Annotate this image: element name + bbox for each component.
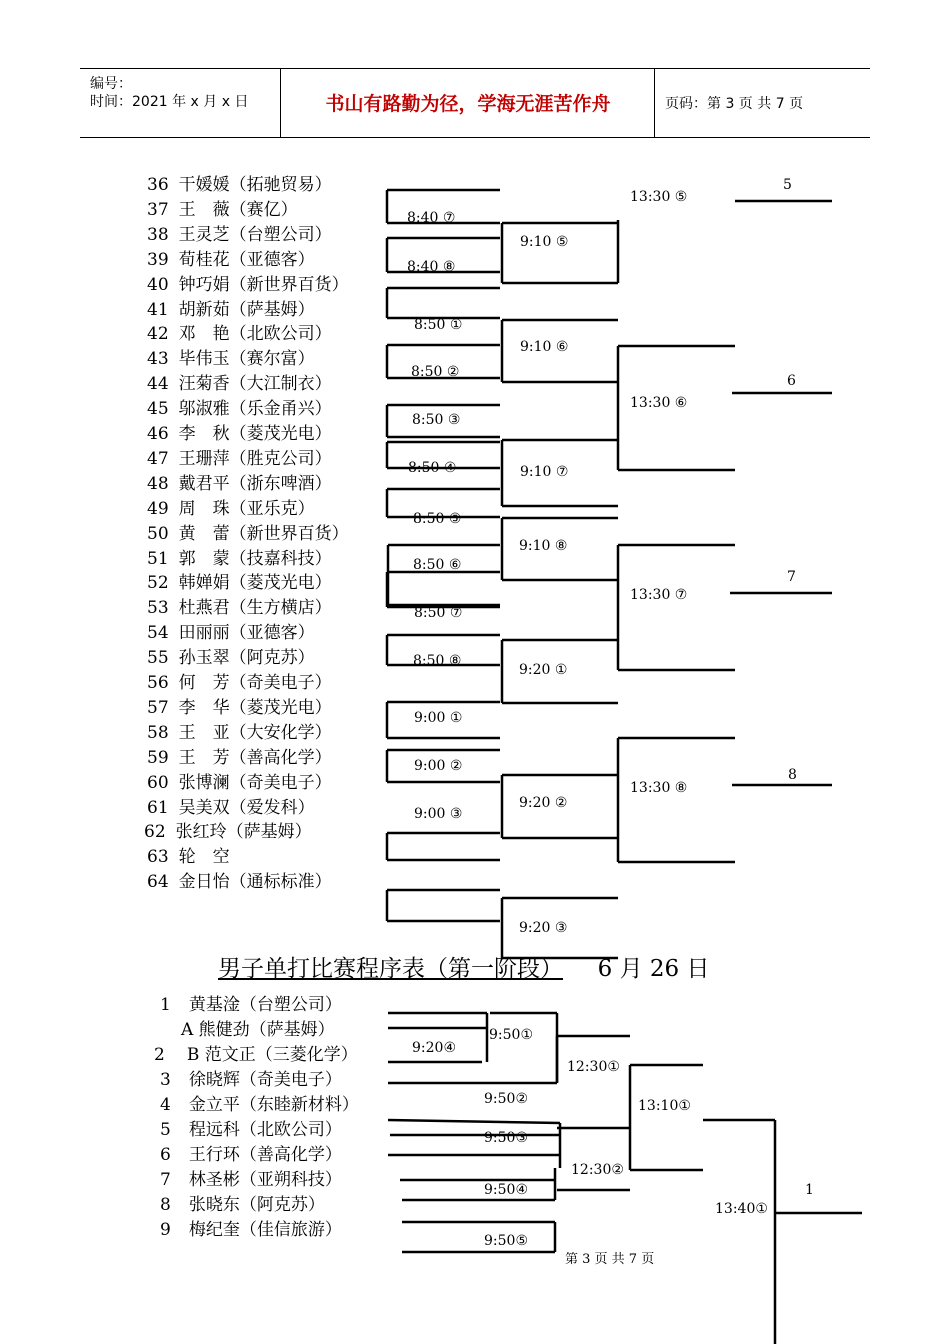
player-number: 45 <box>147 399 169 420</box>
player-name: 徐晓辉（奇美电子） <box>188 1070 342 1090</box>
men-round1-time: 9:50④ <box>484 1182 528 1198</box>
men-player-row <box>160 1165 342 1190</box>
player-name: 胡新茹（萨基姆） <box>178 299 315 320</box>
page-label: 页码：第 3 页 共 7 页 <box>665 96 804 112</box>
men-singles-heading <box>218 950 709 983</box>
player-number: 61 <box>147 797 169 818</box>
motto: 书山有路勤为径，学海无涯苦作舟 <box>325 93 611 115</box>
women-round1-time: 9:00 ③ <box>414 806 463 822</box>
men-player-row <box>181 1015 335 1040</box>
player-name: A 熊健劲（萨基姆） <box>181 1020 335 1040</box>
player-name: 孙玉翠（阿克苏） <box>178 648 315 669</box>
women-player-row <box>147 494 315 519</box>
player-number: 40 <box>147 274 169 295</box>
women-player-row <box>147 344 315 369</box>
code-label: 编号： <box>90 76 132 92</box>
women-round1-time: 8:50 ⑤ <box>413 511 462 527</box>
player-name: 金日怡（通标标准） <box>178 872 332 893</box>
men-round1-time: 9:50⑤ <box>484 1233 528 1249</box>
women-player-row <box>147 469 332 494</box>
player-number: 53 <box>147 598 169 619</box>
player-number: 57 <box>147 697 169 718</box>
men-match-line <box>388 1120 560 1123</box>
player-number: 56 <box>147 673 169 693</box>
player-name: 邬淑雅（乐金甬兴） <box>178 399 332 420</box>
men-heading-date: 6 月 26 日 <box>597 956 710 982</box>
women-round3-time: 13:30 ⑧ <box>630 780 688 796</box>
women-player-row <box>147 394 332 419</box>
women-round3-time: 13:30 ⑤ <box>630 189 688 205</box>
men-round2-time: 12:30② <box>571 1162 624 1178</box>
men-round1-time: 9:50③ <box>484 1130 528 1146</box>
player-number: 38 <box>147 224 169 245</box>
women-player-row <box>147 793 315 818</box>
women-seed-number: 7 <box>787 569 796 585</box>
women-player-row <box>147 220 332 245</box>
time-label: 时间：2021 年 x 月 x 日 <box>90 94 249 110</box>
men-player-row <box>154 1040 358 1065</box>
player-name: 轮 空 <box>178 847 230 868</box>
men-heading-title: 男子单打比赛程序表（第一阶段） <box>218 956 563 982</box>
player-number: 37 <box>147 199 169 220</box>
player-name: 王 芳（善高化学） <box>178 747 332 768</box>
player-name: 黄 蕾（新世界百货） <box>178 523 349 544</box>
player-number: 63 <box>147 847 169 868</box>
women-player-row <box>147 842 230 867</box>
women-round1-time: 9:00 ① <box>414 710 463 726</box>
player-name: 邓 艳（北欧公司） <box>178 324 332 345</box>
player-name: 钟巧娟（新世界百货） <box>178 274 349 295</box>
player-number: 4 <box>160 1095 171 1115</box>
player-name: 梅纪奎（佳信旅游） <box>188 1220 342 1240</box>
player-name: 韩婵娟（菱茂光电） <box>178 573 332 594</box>
women-seed-number: 5 <box>783 177 792 193</box>
player-number: 58 <box>147 722 169 743</box>
women-round1-time: 8:50 ④ <box>408 460 457 476</box>
player-name: 王行环（善高化学） <box>188 1145 342 1165</box>
women-round1-time: 8:40 ⑧ <box>407 259 456 275</box>
women-player-row <box>147 295 315 320</box>
women-player-row <box>147 419 332 444</box>
player-name: 干媛媛（拓驰贸易） <box>178 175 332 195</box>
women-player-row <box>147 195 298 220</box>
men-round1-time: 9:50② <box>484 1091 528 1107</box>
player-name: 汪菊香（大江制衣） <box>178 374 332 395</box>
men-player-row <box>160 1215 342 1240</box>
women-player-row <box>147 319 332 344</box>
women-round2-time: 9:10 ⑦ <box>520 464 569 480</box>
women-player-row <box>147 668 332 693</box>
women-player-row <box>147 270 349 295</box>
player-number: 3 <box>160 1070 171 1090</box>
player-name: 毕伟玉（赛尔富） <box>178 349 315 370</box>
player-name: 程远科（北欧公司） <box>188 1120 342 1140</box>
player-number: 59 <box>147 747 169 768</box>
men-round1-time: 9:50① <box>489 1027 533 1043</box>
women-round2-time: 9:10 ⑧ <box>519 538 568 554</box>
player-number: 2 <box>154 1045 165 1065</box>
men-round3-time: 13:10① <box>638 1098 691 1114</box>
women-seed-number: 6 <box>787 373 796 389</box>
women-round3-time: 13:30 ⑦ <box>630 587 688 603</box>
player-name: 李 华（菱茂光电） <box>178 697 332 718</box>
player-number: 62 <box>144 822 166 843</box>
player-name: 荀桂花（亚德客） <box>178 249 315 270</box>
women-round1-time: 8:50 ① <box>414 317 463 333</box>
player-number: 50 <box>147 523 169 544</box>
men-round0-time: 9:20④ <box>412 1040 456 1056</box>
women-round1-time: 8:40 ⑦ <box>407 210 456 226</box>
player-number: 7 <box>160 1170 171 1190</box>
women-player-row <box>147 867 332 892</box>
player-number: 44 <box>147 374 169 395</box>
women-round3-time: 13:30 ⑥ <box>630 395 688 411</box>
player-number: 8 <box>160 1195 171 1215</box>
women-player-row <box>147 618 315 643</box>
women-round2-time: 9:20 ① <box>519 662 568 678</box>
player-name: 周 珠（亚乐克） <box>178 498 315 519</box>
player-number: 39 <box>147 249 169 270</box>
women-player-row <box>147 369 332 394</box>
page-footer: 第 3 页 共 7 页 <box>565 1252 655 1267</box>
player-number: 6 <box>160 1145 171 1165</box>
player-name: 何 芳（奇美电子） <box>178 673 332 693</box>
men-player-row <box>160 1115 342 1140</box>
women-player-row <box>147 544 332 569</box>
player-name: 金立平（东睦新材料） <box>188 1095 359 1115</box>
women-round2-time: 9:20 ③ <box>519 920 568 936</box>
women-round2-time: 9:10 ⑥ <box>520 339 569 355</box>
player-name: 张博澜（奇美电子） <box>178 772 332 793</box>
men-player-row <box>160 990 342 1015</box>
player-name: 李 秋（菱茂光电） <box>178 424 332 444</box>
player-number: 36 <box>147 175 169 195</box>
men-player-row <box>160 1190 325 1215</box>
player-name: 郭 蒙（技嘉科技） <box>178 548 332 569</box>
player-name: 张红玲（萨基姆） <box>175 822 312 843</box>
player-number: 41 <box>147 299 169 320</box>
player-number: 42 <box>147 324 169 345</box>
player-number: 46 <box>147 424 169 444</box>
women-player-row <box>147 768 332 793</box>
player-number: 52 <box>147 573 169 594</box>
women-seed-number: 8 <box>788 767 797 783</box>
player-number: 1 <box>160 995 171 1015</box>
player-number: 64 <box>147 872 169 893</box>
player-name: 王 亚（大安化学） <box>178 722 332 743</box>
women-player-row <box>147 170 332 195</box>
player-name: 王灵芝（台塑公司） <box>178 224 332 245</box>
player-name: 黄基淦（台塑公司） <box>188 995 342 1015</box>
women-player-row <box>147 643 315 668</box>
player-number: 47 <box>147 448 169 469</box>
player-number: 55 <box>147 648 169 669</box>
women-round2-time: 9:10 ⑤ <box>520 234 569 250</box>
player-number: 54 <box>147 623 169 644</box>
player-name: 田丽丽（亚德客） <box>178 623 315 644</box>
women-player-row <box>147 743 332 768</box>
player-number: 60 <box>147 772 169 793</box>
women-player-row <box>147 718 332 743</box>
women-player-row <box>147 444 332 469</box>
player-number: 43 <box>147 349 169 370</box>
player-name: 王 薇（赛亿） <box>178 199 298 220</box>
women-player-row <box>147 568 332 593</box>
women-player-row <box>147 519 349 544</box>
player-number: 5 <box>160 1120 171 1140</box>
women-round1-time: 8:50 ② <box>411 364 460 380</box>
women-player-row <box>147 245 315 270</box>
women-player-row <box>144 817 312 842</box>
men-seed-number: 1 <box>805 1182 814 1198</box>
player-number: 9 <box>160 1220 171 1240</box>
men-round2-time: 12:30① <box>567 1059 620 1075</box>
player-name: 吴美双（爱发科） <box>178 797 315 818</box>
women-player-row <box>147 593 332 618</box>
men-player-row <box>160 1140 342 1165</box>
player-name: 张晓东（阿克苏） <box>188 1195 325 1215</box>
player-number: 51 <box>147 548 169 569</box>
player-number: 48 <box>147 473 169 494</box>
player-name: 林圣彬（亚朔科技） <box>188 1170 342 1190</box>
player-number: 49 <box>147 498 169 519</box>
player-name: B 范文正（三菱化学） <box>186 1045 358 1065</box>
women-round1-time: 8:50 ⑧ <box>413 653 462 669</box>
men-player-row <box>160 1065 342 1090</box>
men-round4-time: 13:40① <box>715 1201 768 1217</box>
women-round1-time: 9:00 ② <box>414 758 463 774</box>
men-player-row <box>160 1090 359 1115</box>
women-player-row <box>147 693 332 718</box>
women-round2-time: 9:20 ② <box>519 795 568 811</box>
player-name: 王珊萍（胜克公司） <box>178 448 332 469</box>
women-round1-time: 8:50 ⑦ <box>414 605 463 621</box>
women-round1-time: 8:50 ③ <box>412 412 461 428</box>
player-name: 杜燕君（生方横店） <box>178 598 332 619</box>
women-round1-time: 8:50 ⑥ <box>413 557 462 573</box>
player-name: 戴君平（浙东啤酒） <box>178 473 332 494</box>
